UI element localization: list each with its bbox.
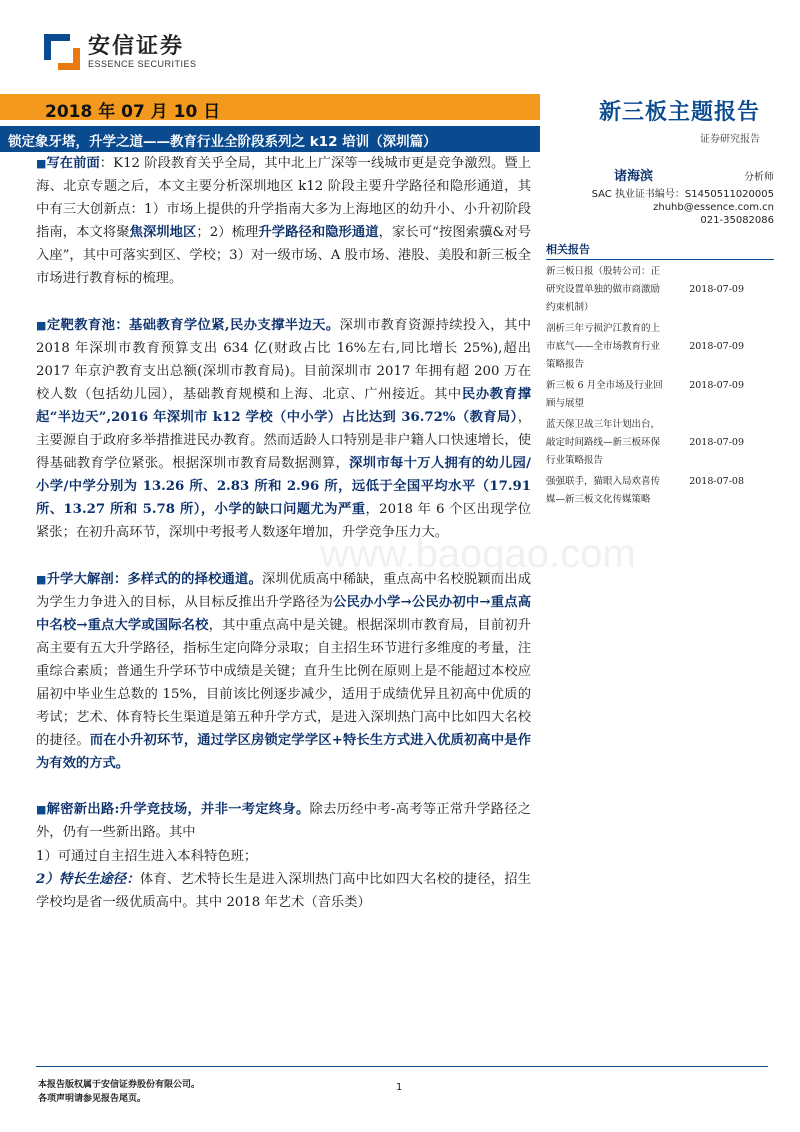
- related-report-date: 2018-07-09: [689, 284, 744, 295]
- related-reports-title: 相关报告: [546, 241, 774, 260]
- analyst-cert: SAC 执业证书编号：S1450511020005: [591, 189, 774, 200]
- para-new-paths: ■解密新出路:升学竞技场，并非一考定终身。除去历经中考-高考等正常升学路径之外，仍有一些新出路。其中 1）可通过自主招生进入本科特色班； 2）特长生途径：体育、艺术特长生是进入深圳热门高中比如四大名校的捷径，招生学校均是省一级优质高中。其中 2018 年艺术（音乐类）: [36, 802, 531, 910]
- bullet-square-icon: ■: [36, 318, 47, 332]
- report-subtype: 证券研究报告: [700, 134, 760, 145]
- sidebar: [546, 170, 774, 509]
- footer-disclaimer: 本报告版权属于安信证券股份有限公司。 各项声明请参见报告尾页。: [38, 1080, 201, 1104]
- related-report-date: 2018-07-09: [689, 380, 744, 391]
- related-report-item[interactable]: 新三板 6 月全市场及行业回 顾与展望 2018-07-09: [546, 377, 774, 413]
- related-report-item[interactable]: 强强联手，猫眼入局欢喜传 媒—新三板文化传媒策略 2018-07-08: [546, 473, 774, 509]
- report-date: 2018 年 07 月 10 日: [45, 102, 221, 122]
- related-reports-list: [546, 263, 774, 509]
- report-title: 锁定象牙塔，升学之道——教育行业全阶段系列之 k12 培训（深圳篇）: [8, 134, 437, 150]
- para-intro: ■写在前面：K12 阶段教育关乎全局，其中北上广深等一线城市更是竞争激烈。暨上海、北京专题之后，本文主要分析深圳地区 k12 阶段主要升学路径和隐形通道，其中有三大创新点：1）市场上提供的升学指南大多为上海地区的幼升小、小升初阶段指南，本文将聚焦深圳地区；2）梳理升学路径和隐形通道，家长可“按图索骥&对号入座”，其中可落实到区、学校；3）对一级市场、A 股市场、港股、美股和新三板全市场进行教育标的梳理。: [36, 156, 532, 287]
- bullet-square-icon: ■: [36, 572, 47, 586]
- bullet-square-icon: ■: [36, 803, 47, 817]
- related-report-item[interactable]: 蓝天保卫战三年计划出台， 敲定时间路线—新三板环保 行业策略报告 2018-07-09: [546, 419, 744, 466]
- bullet-square-icon: ■: [36, 157, 47, 170]
- related-report-date: 2018-07-08: [689, 476, 744, 487]
- footer-divider: [36, 1066, 768, 1067]
- report-body: [36, 152, 531, 914]
- analyst-name: 诸海滨: [614, 169, 654, 184]
- company-logo: [44, 34, 197, 70]
- analyst-email[interactable]: zhuhb@essence.com.cn: [653, 202, 774, 213]
- analyst-phone: 021-35082086: [700, 215, 774, 226]
- logo-en: ESSENCE SECURITIES: [88, 59, 197, 69]
- related-report-item[interactable]: 新三板日报（股转公司：正 研究设置单独的做市商激励 约束机制） 2018-07-09: [546, 266, 744, 313]
- logo-cn: 安信证券: [88, 34, 185, 59]
- related-report-item[interactable]: 剖析三年亏损沪江教育的上 市底气——全市场教育行业 策略报告 2018-07-09: [546, 323, 744, 370]
- analyst-info: [546, 170, 774, 227]
- related-report-date: 2018-07-09: [689, 341, 744, 352]
- para-education-pool: ■定靶教育池：基础教育学位紧,民办支撑半边天。深圳市教育资源持续投入，其中 2018 年深圳市教育预算支出 634 亿(财政占比 16%左右,同比增长 25%),超出 2017 年京沪教育支出总额(深圳市教育局)。目前深圳市 2017 年拥有超 200 万在校人数（包括幼儿园），基础教育规模和上海、北京、广州接近。其中民办教育撑起“半边天”,2016 年深圳市 k12 学校（中小学）占比达到 36.72%（教育局），主要源自于政府多举措推进民办教育。然而适龄人口特别是非户籍人口快速增长，使得基础教育学位紧张。根据深圳市教育局数据测算，深圳市每十万人拥有的幼儿园/小学/中学分别为 13.26 所、2.83 所和 2.96 所，远低于全国平均水平（17.91 所、13.27 所和 5.78 所），小学的缺口问题尤为严重，2018 年 6 个区出现学位紧张；在初升高环节，深圳中考报考人数逐年增加，升学竞争压力大。: [36, 317, 532, 541]
- logo-mark-icon: [44, 34, 80, 70]
- report-type: 新三板主题报告: [598, 100, 760, 125]
- para-admission-paths: ■升学大解剖：多样式的的择校通道。深圳优质高中稀缺，重点高中名校脱颖而出成为学生力争进入的目标，从目标反推出升学路径为公民办小学→公民办初中→重点高中名校→重点大学或国际名校，其中重点高中是关键。根据深圳市教育局，目前初升高主要有五大升学路径，指标生定向降分录取；自主招生环节进行多维度的考量，注重综合素质；普通生升学环节中成绩是关键；直升生比例在原则上是不能超过本校应届初中毕业生总数的 15%，目前该比例逐步减少，适用于成绩优异且初高中优质的考试；艺术、体育特长生渠道是第五种升学方式，是进入深圳热门高中比如四大名校的捷径。而在小升初环节，通过学区房锁定学学区+特长生方式进入优质初高中是作为有效的方式。: [36, 571, 532, 772]
- related-report-date: 2018-07-09: [689, 437, 744, 448]
- page-number: 1: [396, 1082, 403, 1093]
- analyst-role: 分析师: [744, 172, 774, 183]
- watermark: www.baogao.com: [320, 532, 636, 576]
